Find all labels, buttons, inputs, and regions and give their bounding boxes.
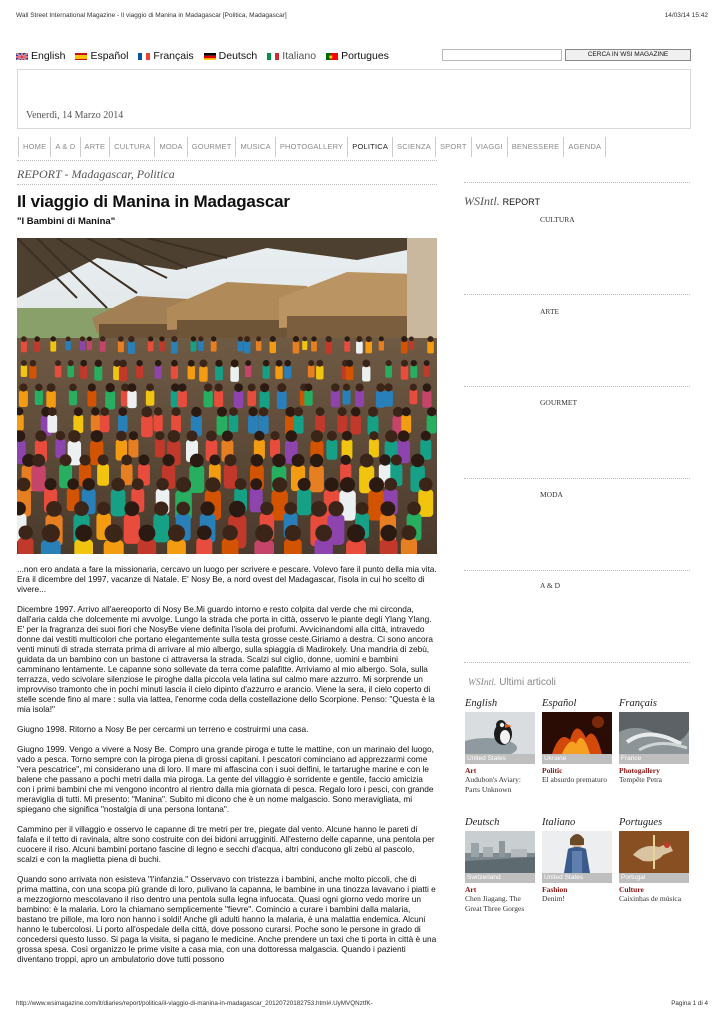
nav-item-a-d[interactable]: A & D — [50, 137, 79, 157]
tile-country: Ukraine — [542, 754, 612, 764]
tile-title[interactable]: Chen Jiagang. The Great Three Gorges — [465, 894, 525, 913]
print-datetime: 14/03/14 15:42 — [664, 12, 708, 19]
header-banner — [17, 69, 691, 129]
divider — [464, 662, 690, 663]
nav-item-arte[interactable]: ARTE — [80, 137, 110, 157]
latest-title-label: Ultimi articoli — [499, 677, 556, 688]
article-paragraph: Giugno 1998. Ritorno a Nosy Be per cercarmi un terreno e costruirmi una casa. — [17, 724, 309, 734]
sidebar-category-moda[interactable]: MODA — [540, 490, 563, 499]
tile-category[interactable]: Art — [465, 766, 477, 775]
tile-title[interactable]: El absurdo prematuro — [542, 775, 607, 784]
print-page-number: Pagina 1 di 4 — [671, 1000, 708, 1007]
fire-photo[interactable] — [542, 712, 612, 754]
flag-germany-icon — [204, 52, 216, 60]
divider — [17, 184, 437, 185]
flag-portugal-icon — [326, 52, 338, 60]
tile-language: Français — [619, 698, 657, 709]
divider — [464, 182, 690, 183]
divider — [17, 160, 437, 161]
latest-tile[interactable] — [465, 698, 535, 794]
nav-item-sport[interactable]: SPORT — [435, 137, 471, 157]
lang-francais-link[interactable] — [138, 50, 193, 62]
tile-language: Español — [542, 698, 577, 709]
print-header — [16, 12, 708, 24]
tile-country: United States — [542, 873, 612, 883]
nav-item-moda[interactable]: MODA — [154, 137, 186, 157]
tile-country: France — [619, 754, 689, 764]
sidebar-category-a-d[interactable]: A & D — [540, 581, 561, 590]
lang-label: Français — [153, 50, 194, 62]
article-title: Il viaggio di Manina in Madagascar — [17, 192, 290, 211]
lang-label: Deutsch — [218, 50, 258, 62]
sidebar-title-label: REPORT — [502, 197, 541, 207]
tile-title[interactable]: Denim! — [542, 894, 565, 903]
latest-tile[interactable] — [465, 817, 535, 913]
tile-country: Portugal — [619, 873, 689, 883]
section-label[interactable]: REPORT - Madagascar, Politica — [17, 167, 175, 181]
wsintl-logo-text: WSIntl. — [468, 678, 497, 688]
nav-item-cultura[interactable]: CULTURA — [109, 137, 154, 157]
tile-title[interactable]: Tempête Petra — [619, 775, 662, 784]
nav-item-viaggi[interactable]: VIAGGI — [471, 137, 507, 157]
lang-label: Español — [90, 50, 129, 62]
article-photo — [17, 238, 437, 554]
sidebar-category-arte[interactable]: ARTE — [540, 307, 560, 316]
tile-category[interactable]: Politic — [542, 766, 563, 775]
lang-italiano-link[interactable] — [267, 50, 316, 62]
lang-espanol-link[interactable] — [75, 50, 128, 62]
divider — [464, 570, 690, 571]
latest-tile[interactable] — [542, 698, 612, 785]
puffin-photo[interactable] — [465, 712, 535, 754]
latest-tile[interactable] — [619, 698, 689, 785]
nav-item-gourmet[interactable]: GOURMET — [187, 137, 236, 157]
gorges-photo[interactable] — [465, 831, 535, 873]
denim-photo[interactable] — [542, 831, 612, 873]
search-button[interactable]: CERCA IN WSI MAGAZINE — [565, 49, 691, 61]
nav-item-agenda[interactable]: AGENDA — [563, 137, 606, 157]
tile-country: United States — [465, 754, 535, 764]
nav-item-scienza[interactable]: SCIENZA — [392, 137, 435, 157]
language-bar — [16, 48, 399, 64]
tile-category[interactable]: Photogallery — [619, 766, 660, 775]
lang-english-link[interactable] — [16, 50, 65, 62]
latest-tile[interactable] — [619, 817, 689, 904]
article-paragraph: Quando sono arrivata non esisteva "l'infanzia." Osservavo con tristezza i bambini, anche molto piccoli, che di prima mattina, con una scopa più grande di loro, pulivano la capanna, le bambine in una tinozza lavavano i piatti e a mezzogiorno mescolavano il riso dentro una pentola sulla legna infuocata. Quasi ogni giorno vedo morire un bambino: è la malaria. Loro la chiamano semplicemente "fievre". Comincio a curare i bambini dalla malaria, bastano tre pillole, ma loro non hanno i soldi! Anche gli adulti hanno la malaria, è una malattia endemica. Alcuni hanno le tubercolosi. Li porto all'ospedale della città, dove possono curarsi. Poche sono le persone in grado di concedersi questo lusso. Si paga la visita, si pagano le medicine. Anche prendere un taxi che ti porta in città è una grossa spesa. Così organizzo le prime visite a casa mia, con una dottoressa malgascia. Quando i pazienti diventano troppi, apro un ambulatorio dove tutti possono — [17, 874, 437, 964]
divider — [464, 478, 690, 479]
tile-category[interactable]: Fashion — [542, 885, 568, 894]
sidebar-category-gourmet[interactable]: GOURMET — [540, 398, 578, 407]
print-title: Wall Street International Magazine - Il viaggio di Manina in Madagascar [Politica, Madagascar] — [16, 12, 287, 19]
print-url: http://www.wsimagazine.com/it/diaries/report/politica/il-viaggio-di-manina-in-madagascar_20120720182753.html#.UyMVQNztfK- — [16, 1000, 373, 1007]
current-date: Venerdì, 14 Marzo 2014 — [26, 110, 124, 121]
tile-language: Italiano — [542, 817, 576, 828]
article-paragraph: Giugno 1999. Vengo a vivere a Nosy Be. Compro una grande piroga e tutte le mattine, con un marinaio del luogo, vado a pesca. Torno sempre con la piroga piena di grossi capitani. I pescatori cominciano ad apprezzarmi come "vera pescatrice", mi considerano una di loro. Il mare mi affascina con i suoi delfini, le tartarughe marine e con le balene che passano a pochi metri dalla mia piroga. La gente del villaggio è sorridente e gentile, faccio amicizia con i primi bambini che mi vengono incontro al rientro dalla mia giornata di pesca. Regalo loro i pesci, con grande meraviglia di tutti. Mi presento: "Manina". Subito mi dicono che è un nome malgascio. Sono meravigliata, mi spiegano che significa "nostalgia di una persona lontana". — [17, 744, 434, 814]
tile-title[interactable]: Caixinhas de música — [619, 894, 682, 903]
tile-category[interactable]: Culture — [619, 885, 644, 894]
article-paragraph: ...non ero andata a fare la missionaria, cercavo un luogo per scrivere e pescare. Volevo fare il punto della mia vita. Era il dicembre del 1997, vacanze di Natale. E' Nosy Be, a nord ovest del Madagascar, l'isola in cui ho scelto di vivere... — [17, 564, 437, 594]
print-footer — [16, 1000, 708, 1010]
main-nav — [18, 137, 606, 157]
lang-label: English — [31, 50, 66, 62]
article-paragraph: Cammino per il villaggio e osservo le capanne di tre metri per tre, piegate dal vento. Alcune hanno le pareti di falafa e il tetto di ravinala, altre sono costruite con dei bidoni arrugginiti. All'esterno delle capanne, una pentola per cuocere il riso. Alcuni bambini portano fascine di legno e secchi d'acqua, altri conducono gli zebù al pascolo, scalzi e con la maglietta piena di buchi. — [17, 824, 435, 864]
flag-france-icon — [138, 52, 150, 60]
tile-country: Switzerland — [465, 873, 535, 883]
storm-photo[interactable] — [619, 712, 689, 754]
lang-deutsch-link[interactable] — [204, 50, 258, 62]
lang-label: Portugues — [341, 50, 389, 62]
wsintl-logo-text: WSIntl. — [464, 194, 500, 208]
divider — [464, 386, 690, 387]
tile-language: Deutsch — [465, 817, 500, 828]
flag-uk-icon — [16, 52, 28, 60]
article-paragraph: Dicembre 1997. Arrivo all'aereoporto di Nosy Be.Mi guardo intorno e resto colpita dal verde che mi circonda, dall'aria calda che dolcemente mi avvolge. Lungo la strada che porta in città, osservo le piante degli Ylang Ylang. E' per la fragranza dei suoi fiori che NosyBe viene definita l'isola dei profumi. Avvicinandomi alla città, intravedo donne dai vestiti multicolori che portano elegantemente sulla testa grosse ceste.Giriamo a destra. Ci sono ancora venti minuti di strada sterrata prima di arrivare al mio albergo, sulla spiaggia di Madirokely. Una mandria di zebù, guidata da un bambino con un bastone ci attraversa la strada. Scalzi sul ciglio, donne, uomini e bambini camminano lentamente. Le capanne sono sollevate da terra come palafitte. Arriviamo al mio albergo. Sola, sulla terrazza, vedo scivolare silenziose le piroghe dalla piccola vela latina sul calmo mare azzurro. Mi sorprende un improvviso tramonto che in pochi minuti lascia il cielo dipinto d'azzurro e arancio. Viene la sera, il cielo coperto di stelle scende fino al mare : sulla via lattea, l'enorme coda della costellazione dello Scorpione. Penso: "Questa è la mia isola!" — [17, 604, 435, 714]
lang-label: Italiano — [282, 50, 317, 62]
latest-tile[interactable] — [542, 817, 612, 904]
flag-spain-icon — [75, 52, 87, 60]
nav-item-musica[interactable]: MUSICA — [235, 137, 274, 157]
lang-portugues-link[interactable] — [326, 50, 389, 62]
nav-item-politica[interactable]: POLITICA — [347, 137, 392, 157]
sidebar-title — [464, 194, 540, 209]
article-body — [17, 564, 437, 974]
flag-italy-icon — [267, 52, 279, 60]
nav-item-benessere[interactable]: BENESSERE — [507, 137, 564, 157]
tile-category[interactable]: Art — [465, 885, 477, 894]
search-input[interactable] — [442, 49, 562, 61]
nav-item-photogallery[interactable]: PHOTOGALLERY — [275, 137, 347, 157]
latest-articles-title — [468, 677, 556, 688]
tile-language: Portugues — [619, 817, 663, 828]
tile-title[interactable]: Audubon's Aviary: Parts Unknown — [465, 775, 522, 794]
tile-language: English — [465, 698, 498, 709]
nav-item-home[interactable]: HOME — [18, 137, 50, 157]
carousel-photo[interactable] — [619, 831, 689, 873]
article-subtitle: "I Bambini di Manina" — [17, 216, 116, 227]
sidebar-category-cultura[interactable]: CULTURA — [540, 215, 575, 224]
divider — [464, 294, 690, 295]
